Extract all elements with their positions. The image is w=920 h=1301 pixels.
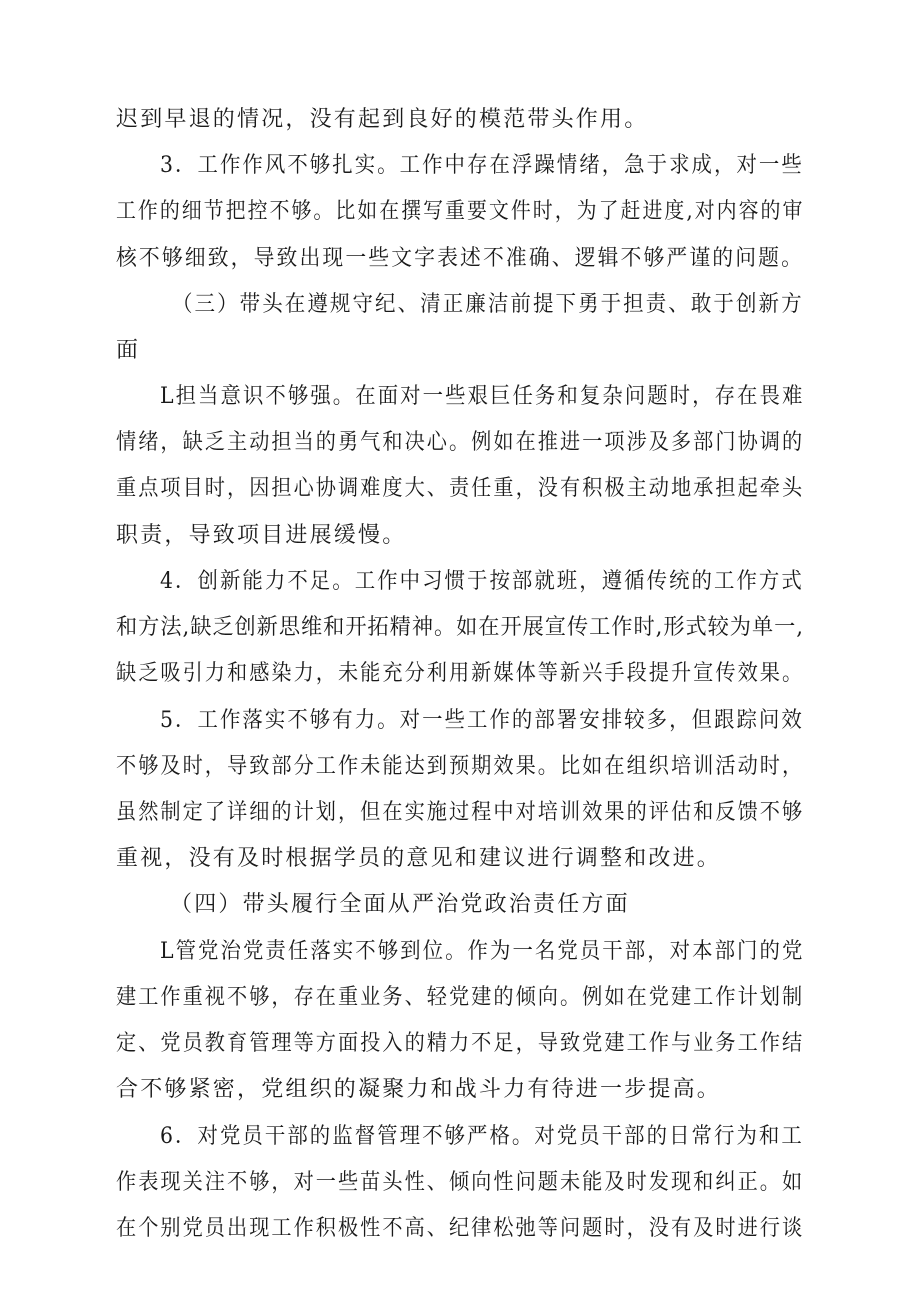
section-heading: （四）带头履行全面从严治党政治责任方面 (170, 892, 630, 917)
text-line: 在个别党员出现工作积极性不高、纪律松弛等问题时，没有及时进行谈 (116, 1216, 805, 1241)
text-line: 缺乏吸引力和感染力，未能充分利用新媒体等新兴手段提升宣传效果。 (116, 661, 805, 686)
text-line: 合不够紧密，党组织的凝聚力和战斗力有待进一步提高。 (116, 1077, 722, 1102)
section-heading: （三）带头在遵规守纪、清正廉洁前提下勇于担责、敢于创新方 (172, 292, 804, 317)
text-line: 核不够细致，导致出现一些文字表述不准确、逻辑不够严谨的问题。 (116, 246, 805, 271)
text-line: 工作的细节把控不够。比如在撰写重要文件时，为了赶进度,对内容的审 (116, 199, 805, 224)
text-line: 重点项目时，因担心协调难度大、责任重，没有积极主动地承担起牵头 (116, 476, 805, 501)
text-line: 建工作重视不够，存在重业务、轻党建的倾向。例如在党建工作计划制 (116, 985, 805, 1010)
text-line: 迟到早退的情况，没有起到良好的模范带头作用。 (116, 107, 649, 132)
text-line: 4．创新能力不足。工作中习惯于按部就班，遵循传统的工作方式 (160, 569, 804, 594)
text-line: 3．工作作风不够扎实。工作中存在浮躁情绪，急于求成，对一些 (160, 153, 804, 178)
text-line: 重视，没有及时根据学员的意见和建议进行调整和改进。 (116, 846, 722, 871)
text-line: 定、党员教育管理等方面投入的精力不足，导致党建工作与业务工作结 (116, 1031, 805, 1056)
text-line: L担当意识不够强。在面对一些艰巨任务和复杂问题时，存在畏难 (160, 384, 805, 409)
text-line: L管党治党责任落实不够到位。作为一名党员干部，对本部门的党 (160, 939, 805, 964)
text-line: 5．工作落实不够有力。对一些工作的部署安排较多，但跟踪问效 (160, 708, 804, 733)
text-line: 虽然制定了详细的计划，但在实施过程中对培训效果的评估和反馈不够 (116, 800, 805, 825)
text-line: 和方法,缺乏创新思维和开拓精神。如在开展宣传工作时,形式较为单一, (116, 615, 804, 640)
section-heading-continuation: 面 (116, 338, 141, 363)
text-line: 职责，导致项目进展缓慢。 (116, 523, 407, 548)
text-line: 作表现关注不够，对一些苗头性、倾向性问题未能及时发现和纠正。如 (116, 1170, 805, 1195)
text-line: 不够及时，导致部分工作未能达到预期效果。比如在组织培训活动时， (116, 754, 805, 779)
text-line: 6．对党员干部的监督管理不够严格。对党员干部的日常行为和工 (160, 1124, 804, 1149)
text-line: 情绪，缺乏主动担当的勇气和决心。例如在推进一项涉及多部门协调的 (116, 430, 805, 455)
